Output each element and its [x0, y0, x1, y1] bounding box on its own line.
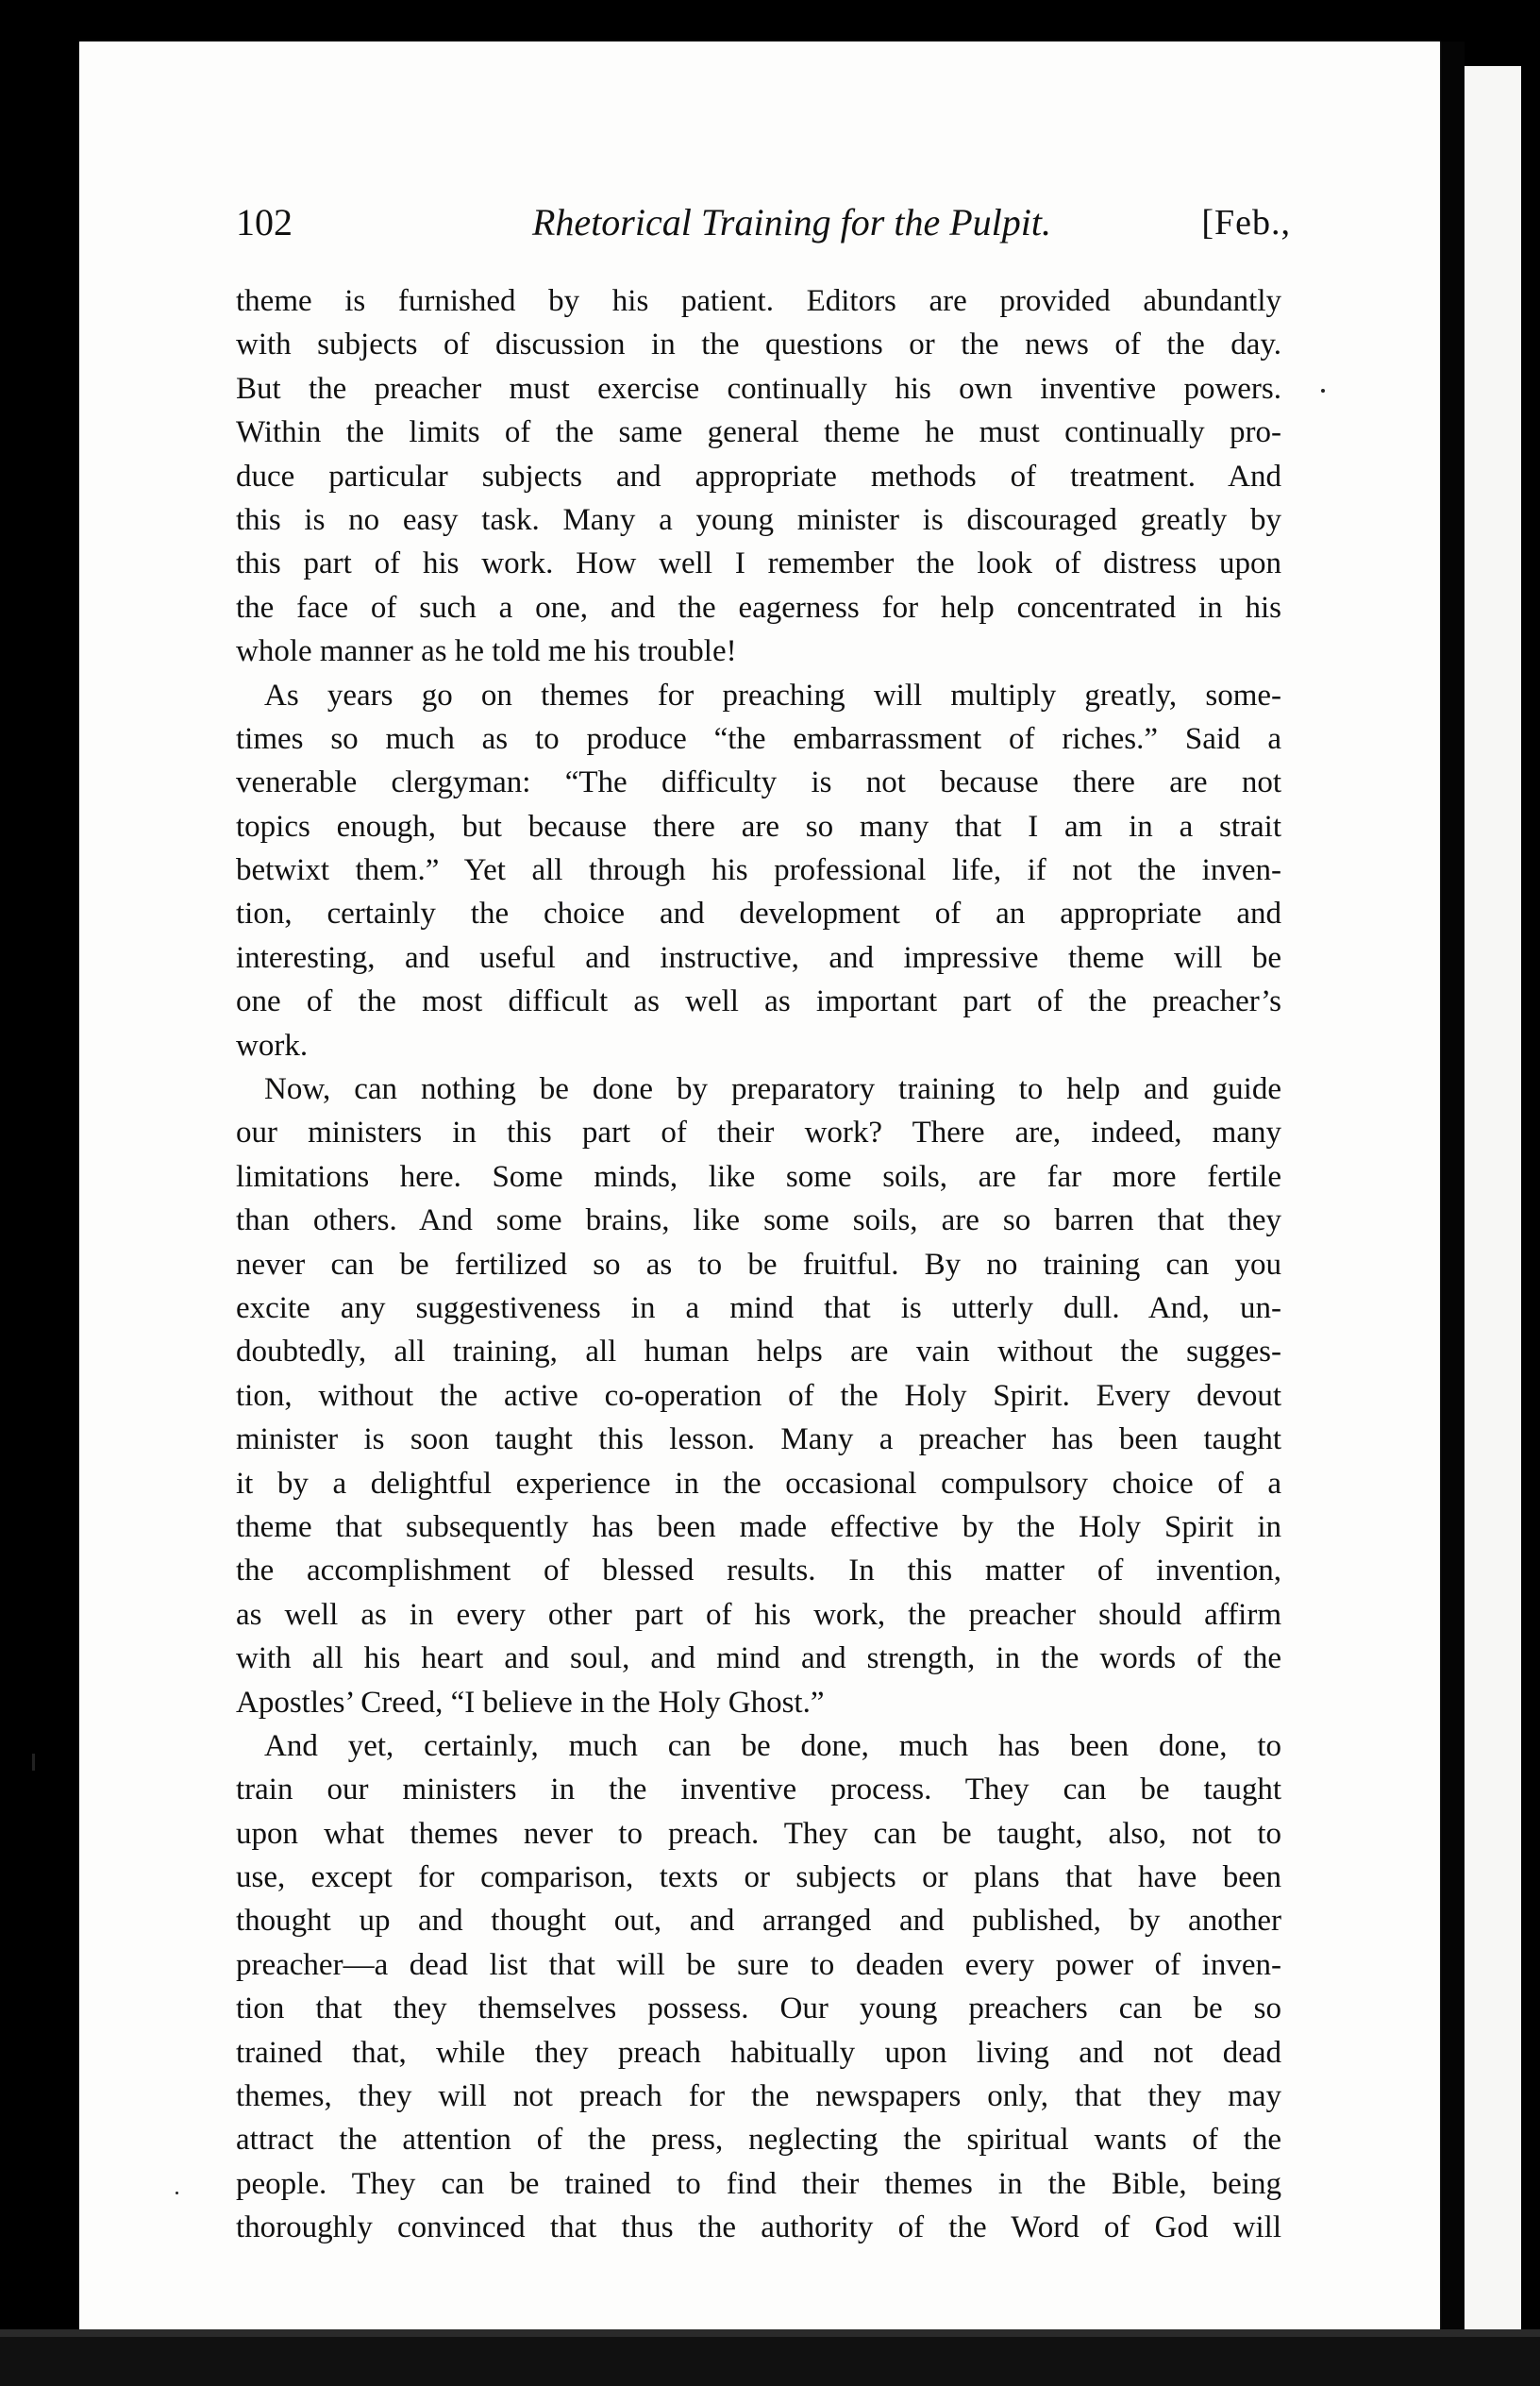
text-line: whole manner as he told me his trouble! [236, 634, 737, 669]
text-line: upon what themes never to preach. They can be taught, also, not to [236, 1816, 1281, 1851]
text-line: interesting, and useful and instructive, and impressive theme will be [236, 940, 1281, 975]
text-line: betwixt them.” Yet all through his professional life, if not the inven- [236, 853, 1281, 888]
paragraph [236, 674, 1281, 1068]
text-line: the face of such a one, and the eagerness for help concentrated in his [236, 590, 1281, 625]
text-line: it by a delightful experience in the occasional compulsory choice of a [236, 1466, 1281, 1501]
text-line: But the preacher must exercise continually his own inventive powers. [236, 371, 1281, 406]
scan-speck [1321, 389, 1325, 393]
text-line: doubtedly, all training, all human helps are vain without the sugges- [236, 1335, 1281, 1369]
text-line: As years go on themes for preaching will multiply greatly, some- [264, 678, 1281, 713]
text-line: minister is soon taught this lesson. Many a preacher has been taught [236, 1422, 1281, 1457]
paragraph [236, 279, 1281, 674]
text-line: our ministers in this part of their work? There are, indeed, many [236, 1116, 1281, 1151]
text-line: this part of his work. How well I remember the look of distress upon [236, 546, 1281, 581]
scan-speck [32, 1754, 35, 1771]
text-line: Apostles’ Creed, “I believe in the Holy Ghost.” [236, 1685, 825, 1720]
text-line: Within the limits of the same general theme he must continually pro- [236, 415, 1281, 450]
gutter-shadow [1440, 42, 1465, 2329]
text-line: theme that subsequently has been made effective by the Holy Spirit in [236, 1509, 1281, 1544]
text-line: thoroughly convinced that thus the authority of the Word of God will [236, 2210, 1281, 2245]
text-line: one of the most difficult as well as important part of the preacher’s [236, 984, 1281, 1019]
body-text [236, 279, 1281, 2250]
text-line: this is no easy task. Many a young minister is discouraged greatly by [236, 502, 1281, 537]
facing-page-edge [1465, 66, 1521, 2350]
text-line: tion that they themselves possess. Our young preachers can be so [236, 1991, 1281, 2026]
paragraph [236, 1067, 1281, 1724]
running-head-title: Rhetorical Training for the Pulpit. [532, 201, 1051, 244]
running-head [236, 200, 1291, 257]
text-line: trained that, while they preach habitually upon living and not dead [236, 2035, 1281, 2070]
text-line: with all his heart and soul, and mind and strength, in the words of the [236, 1641, 1281, 1676]
text-line: venerable clergyman: “The difficulty is not because there are not [236, 765, 1281, 800]
text-line: themes, they will not preach for the newspapers only, that they may [236, 2079, 1281, 2114]
text-line: with subjects of discussion in the questions or the news of the day. [236, 328, 1281, 362]
text-line: tion, without the active co-operation of the Holy Spirit. Every devout [236, 1378, 1281, 1413]
text-line: times so much as to produce “the embarrassment of riches.” Said a [236, 721, 1281, 756]
text-line: Now, can nothing be done by preparatory training to help and guide [264, 1072, 1281, 1107]
text-line: tion, certainly the choice and development of an appropriate and [236, 897, 1281, 932]
text-line: never can be fertilized so as to be fruitful. By no training can you [236, 1247, 1281, 1282]
text-line: duce particular subjects and appropriate methods of treatment. And [236, 459, 1281, 494]
text-line: thought up and thought out, and arranged and published, by another [236, 1904, 1281, 1939]
text-line: theme is furnished by his patient. Editors are provided abundantly [236, 284, 1281, 318]
page-number: 102 [236, 201, 293, 244]
text-line: attract the attention of the press, neglecting the spiritual wants of the [236, 2123, 1281, 2158]
text-line: excite any suggestiveness in a mind that is utterly dull. And, un- [236, 1290, 1281, 1325]
scan-bottom-edge [0, 2329, 1540, 2386]
text-line: work. [236, 1028, 309, 1063]
text-line: topics enough, but because there are so many that I am in a strait [236, 809, 1281, 844]
text-line: as well as in every other part of his work, the preacher should affirm [236, 1597, 1281, 1632]
scan-speck [176, 2192, 178, 2194]
paragraph [236, 1724, 1281, 2250]
page-bottom-lip [0, 2329, 1540, 2337]
text-line: the accomplishment of blessed results. In this matter of invention, [236, 1554, 1281, 1588]
text-line: limitations here. Some minds, like some soils, are far more fertile [236, 1159, 1281, 1194]
text-line: use, except for comparison, texts or subjects or plans that have been [236, 1860, 1281, 1895]
text-line: than others. And some brains, like some soils, are so barren that they [236, 1203, 1281, 1238]
text-line: preacher—a dead list that will be sure to deaden every power of inven- [236, 1947, 1281, 1982]
text-line: people. They can be trained to find their themes in the Bible, being [236, 2166, 1281, 2201]
running-head-month: [Feb., [1201, 203, 1291, 243]
text-line: And yet, certainly, much can be done, much has been done, to [264, 1728, 1281, 1763]
text-line: train our ministers in the inventive process. They can be taught [236, 1773, 1281, 1807]
